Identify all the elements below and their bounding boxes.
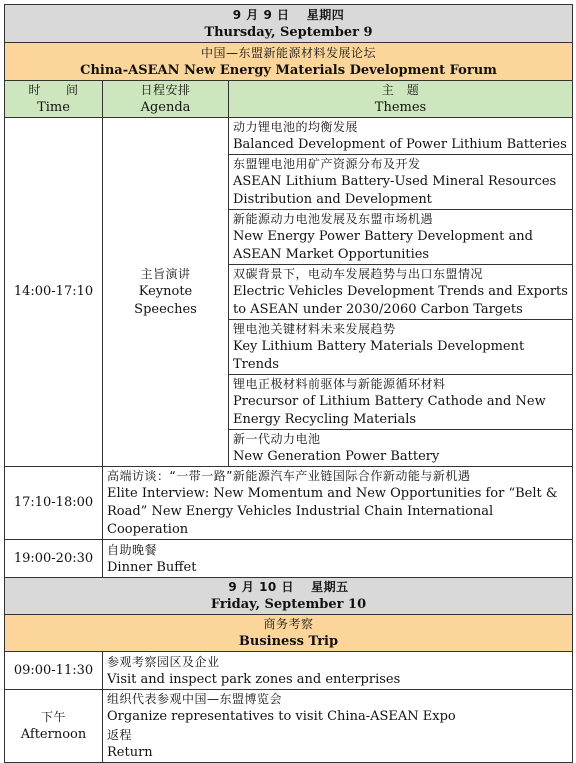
theme-zh: 锂电池关键材料未来发展趋势 bbox=[233, 322, 396, 336]
theme-item bbox=[229, 320, 573, 375]
header-themes bbox=[229, 81, 573, 118]
dinner-content bbox=[103, 540, 573, 578]
theme-item bbox=[229, 210, 573, 265]
theme-zh: 双碳背景下，电动车发展趋势与出口东盟情况 bbox=[233, 267, 484, 281]
header-agenda bbox=[103, 81, 229, 118]
dinner-row bbox=[5, 540, 573, 578]
afternoon-zh-1: 组织代表参观中国—东盟博览会 bbox=[107, 692, 283, 706]
theme-item bbox=[229, 265, 573, 320]
header-agenda-zh: 日程安排 bbox=[140, 83, 191, 97]
forum-title-en: China-ASEAN New Energy Materials Development Forum bbox=[80, 62, 497, 78]
header-themes-en: Themes bbox=[374, 100, 427, 115]
day2-date-row bbox=[5, 578, 573, 615]
afternoon-time-en: Afternoon bbox=[20, 727, 87, 742]
theme-en: Electric Vehicles Development Trends and Exports to ASEAN under 2030/2060 Carbon Targets bbox=[233, 284, 568, 317]
afternoon-en-1: Organize representatives to visit China-ASEAN Expo bbox=[107, 709, 456, 724]
theme-en: Key Lithium Battery Materials Development Trends bbox=[233, 339, 525, 372]
visit-park-zh: 参观考察园区及企业 bbox=[107, 654, 220, 669]
elite-content bbox=[103, 467, 573, 540]
header-themes-zh: 主 题 bbox=[381, 83, 420, 97]
elite-time: 17:10-18:00 bbox=[5, 467, 103, 540]
business-title-row bbox=[5, 615, 573, 652]
business-title-en: Business Trip bbox=[238, 634, 339, 649]
header-time bbox=[5, 81, 103, 118]
theme-en: Precursor of Lithium Battery Cathode and New Energy Recycling Materials bbox=[233, 394, 546, 427]
theme-item bbox=[229, 118, 573, 155]
keynote-row bbox=[5, 118, 573, 155]
dinner-zh: 自助晚餐 bbox=[107, 542, 158, 557]
elite-en: Elite Interview: New Momentum and New Opportunities for “Belt & Road” New Energy Vehicles Industrial Chain International Cooperation bbox=[107, 486, 558, 537]
header-agenda-en: Agenda bbox=[140, 100, 191, 115]
day1-date-row bbox=[5, 5, 573, 43]
day2-date-zh: 9 月 10 日 星期五 bbox=[228, 580, 349, 594]
forum-title-cell bbox=[5, 43, 573, 81]
header-row bbox=[5, 81, 573, 118]
day1-date-zh: 9 月 9 日 星期四 bbox=[232, 7, 345, 22]
forum-title-zh: 中国—东盟新能源材料发展论坛 bbox=[200, 45, 376, 60]
visit-park-content bbox=[103, 652, 573, 690]
afternoon-row bbox=[5, 690, 573, 763]
afternoon-content bbox=[103, 690, 573, 763]
afternoon-en-2: Return bbox=[107, 745, 153, 760]
afternoon-zh-2: 返程 bbox=[107, 728, 133, 742]
theme-zh: 锂电正极材料前驱体与新能源循环材料 bbox=[233, 377, 446, 391]
header-time-en: Time bbox=[37, 100, 70, 115]
keynote-time: 14:00-17:10 bbox=[5, 118, 103, 467]
elite-row bbox=[5, 467, 573, 540]
keynote-agenda bbox=[103, 118, 229, 467]
theme-item bbox=[229, 375, 573, 430]
theme-en: Balanced Development of Power Lithium Batteries bbox=[233, 137, 567, 152]
afternoon-time-zh: 下午 bbox=[40, 710, 66, 724]
business-title-zh: 商务考察 bbox=[263, 617, 314, 631]
business-title-cell bbox=[5, 615, 573, 652]
theme-en: ASEAN Lithium Battery-Used Mineral Resources Distribution and Development bbox=[233, 174, 557, 207]
day2-date-cell bbox=[5, 578, 573, 615]
schedule-table bbox=[4, 4, 573, 763]
visit-park-en: Visit and inspect park zones and enterprises bbox=[107, 671, 401, 687]
day2-date-en: Friday, September 10 bbox=[210, 597, 367, 612]
dinner-en: Dinner Buffet bbox=[107, 559, 197, 575]
visit-park-time: 09:00-11:30 bbox=[5, 652, 103, 690]
day1-date-en: Thursday, September 9 bbox=[204, 24, 373, 40]
theme-item bbox=[229, 155, 573, 210]
theme-zh: 新一代动力电池 bbox=[233, 432, 321, 446]
keynote-agenda-en: Keynote Speeches bbox=[134, 284, 197, 317]
theme-zh: 新能源动力电池发展及东盟市场机遇 bbox=[233, 212, 434, 226]
afternoon-time bbox=[5, 690, 103, 763]
theme-item bbox=[229, 430, 573, 467]
visit-park-row bbox=[5, 652, 573, 690]
header-time-zh: 时 间 bbox=[28, 83, 79, 97]
theme-en: New Energy Power Battery Development and ASEAN Market Opportunities bbox=[233, 229, 533, 262]
keynote-agenda-zh: 主旨演讲 bbox=[140, 267, 191, 281]
theme-en: New Generation Power Battery bbox=[233, 449, 440, 464]
forum-title-row bbox=[5, 43, 573, 81]
theme-zh: 东盟锂电池用矿产资源分布及开发 bbox=[233, 157, 421, 171]
theme-zh: 动力锂电池的均衡发展 bbox=[233, 120, 359, 134]
day1-date-cell bbox=[5, 5, 573, 43]
dinner-time: 19:00-20:30 bbox=[5, 540, 103, 578]
elite-zh: 高端访谈：“一带一路”新能源汽车产业链国际合作新动能与新机遇 bbox=[107, 469, 471, 483]
